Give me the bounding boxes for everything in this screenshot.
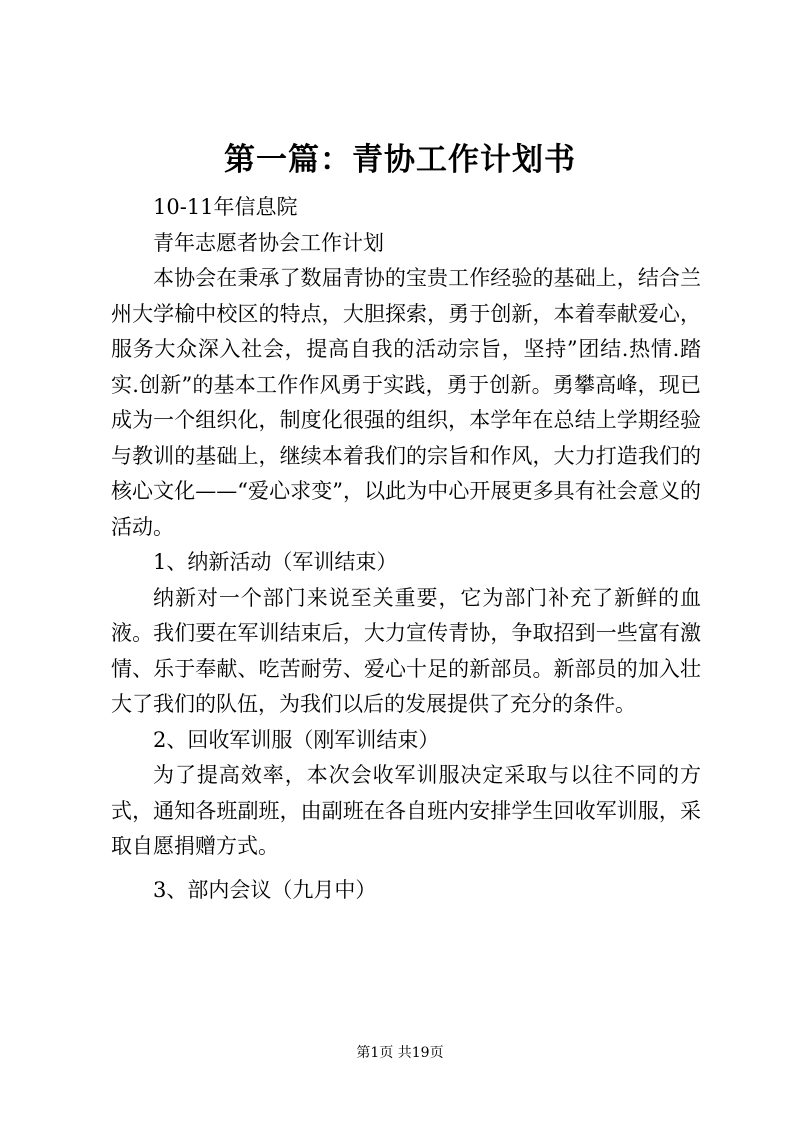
paragraph-uniform-collection: 为了提高效率，本次会收军训服决定采取与以往不同的方式，通知各班副班，由副班在各自班内安排学生回收军训服，采取自愿捐赠方式。: [111, 763, 701, 858]
paragraph-plan-name: 青年志愿者协会工作计划: [153, 230, 384, 255]
page-footer: 第1页 共19页: [356, 1045, 444, 1061]
heading-uniform-collection: 2、回收军训服（刚军训结束）: [153, 727, 440, 752]
heading-internal-meeting: 3、部内会议（九月中）: [153, 877, 377, 902]
paragraph-year-dept: 10-11年信息院: [153, 195, 298, 219]
heading-recruitment: 1、纳新活动（军训结束）: [153, 550, 398, 574]
paragraph-recruitment: 纳新对一个部门来说至关重要，它为部门补充了新鲜的血液。我们要在军训结束后，大力宣传青协，争取招到一些富有激情、乐于奉献、吃苦耐劳、爱心十足的新部员。新部员的加入壮大了我们的队伍，为我们以后的发展提供了充分的条件。: [111, 585, 701, 716]
document-title: 第一篇：青协工作计划书: [224, 142, 576, 178]
document-body: [111, 190, 701, 908]
paragraph-intro: 本协会在秉承了数届青协的宝贵工作经验的基础上，结合兰州大学榆中校区的特点，大胆探索，勇于创新，本着奉献爱心，服务大众深入社会，提高自我的活动宗旨，坚持”团结.热情.踏实.创新”的基本工作作风勇于实践，勇于创新。勇攀高峰，现已成为一个组织化，制度化很强的组织，本学年在总结上学期经验与教训的基础上，继续本着我们的宗旨和作风，大力打造我们的核心文化——“爱心求变”，以此为中心开展更多具有社会意义的活动。: [111, 266, 701, 539]
